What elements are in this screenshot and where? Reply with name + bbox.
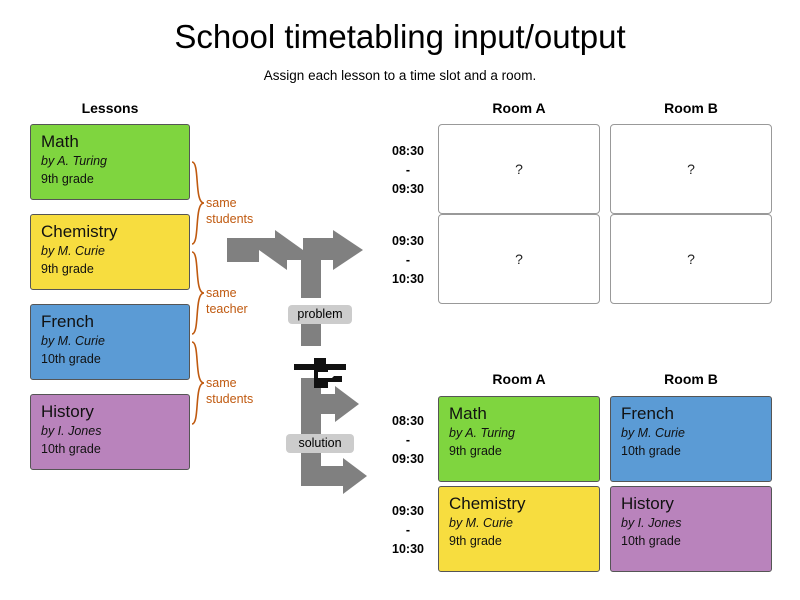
timeslot-start: 09:30 <box>392 504 424 518</box>
lesson-name: Chemistry <box>449 494 526 513</box>
optaplanner-logo-icon <box>292 356 350 390</box>
lesson-grade: 9th grade <box>449 534 502 548</box>
solution-room-header-b: Room B <box>664 371 718 387</box>
solution-card-b1[interactable] <box>610 396 772 482</box>
lesson-grade: 9th grade <box>41 262 94 276</box>
lesson-grade: 9th grade <box>41 172 94 186</box>
lesson-grade: 10th grade <box>41 442 101 456</box>
constraint-line1: same <box>206 376 237 390</box>
lesson-name: History <box>621 494 674 513</box>
lessons-column-heading: Lessons <box>81 100 139 116</box>
timeslot-dash: - <box>405 253 411 267</box>
timeslot-end: 09:30 <box>392 182 424 196</box>
lesson-teacher: by M. Curie <box>621 426 685 440</box>
solution-room-header-a: Room A <box>492 371 546 387</box>
lesson-teacher: by M. Curie <box>41 334 105 348</box>
lesson-name: Math <box>41 132 79 151</box>
constraint-line2: teacher <box>206 302 248 316</box>
solution-card-a1[interactable] <box>438 396 600 482</box>
problem-slot-a1[interactable]: ? <box>438 124 600 214</box>
lesson-grade: 10th grade <box>41 352 101 366</box>
constraint-line2: students <box>206 392 254 406</box>
problem-slot-b1[interactable]: ? <box>610 124 772 214</box>
lesson-card-math[interactable] <box>30 124 190 200</box>
constraint-line1: same <box>206 286 237 300</box>
lesson-name: French <box>621 404 674 423</box>
lesson-grade: 10th grade <box>621 534 681 548</box>
timeslot-dash: - <box>405 523 411 537</box>
constraint-line2: students <box>206 212 254 226</box>
lesson-card-chemistry[interactable] <box>30 214 190 290</box>
solution-card-a2[interactable] <box>438 486 600 572</box>
solution-card-b2[interactable] <box>610 486 772 572</box>
timeslot-start: 08:30 <box>392 414 424 428</box>
page-title: School timetabling input/output <box>174 18 626 55</box>
timeslot-end: 10:30 <box>392 272 424 286</box>
constraint-label-1 <box>206 195 276 227</box>
lesson-teacher: by I. Jones <box>621 516 682 530</box>
lesson-name: Math <box>449 404 487 423</box>
problem-slot-a2[interactable]: ? <box>438 214 600 304</box>
problem-timeslot-1 <box>380 142 436 199</box>
solution-timeslot-1 <box>380 412 436 469</box>
lesson-name: Chemistry <box>41 222 118 241</box>
problem-slot-b2[interactable]: ? <box>610 214 772 304</box>
problem-pill: problem <box>288 305 352 324</box>
timeslot-start: 08:30 <box>392 144 424 158</box>
page-subtitle: Assign each lesson to a time slot and a room. <box>263 68 537 83</box>
constraint-line1: same <box>206 196 237 210</box>
lesson-grade: 10th grade <box>621 444 681 458</box>
lesson-card-history[interactable] <box>30 394 190 470</box>
lesson-name: French <box>41 312 94 331</box>
problem-timeslot-2 <box>380 232 436 289</box>
timeslot-dash: - <box>405 433 411 447</box>
timeslot-dash: - <box>405 163 411 177</box>
lesson-card-french[interactable] <box>30 304 190 380</box>
timeslot-start: 09:30 <box>392 234 424 248</box>
timeslot-end: 10:30 <box>392 542 424 556</box>
lesson-teacher: by M. Curie <box>41 244 105 258</box>
problem-room-header-a: Room A <box>492 100 546 116</box>
timeslot-end: 09:30 <box>392 452 424 466</box>
solution-pill: solution <box>286 434 354 453</box>
solution-timeslot-2 <box>380 502 436 559</box>
lesson-teacher: by A. Turing <box>41 154 107 168</box>
lesson-teacher: by A. Turing <box>449 426 515 440</box>
problem-room-header-b: Room B <box>664 100 718 116</box>
lesson-name: History <box>41 402 94 421</box>
lesson-teacher: by I. Jones <box>41 424 102 438</box>
lesson-grade: 9th grade <box>449 444 502 458</box>
lesson-teacher: by M. Curie <box>449 516 513 530</box>
